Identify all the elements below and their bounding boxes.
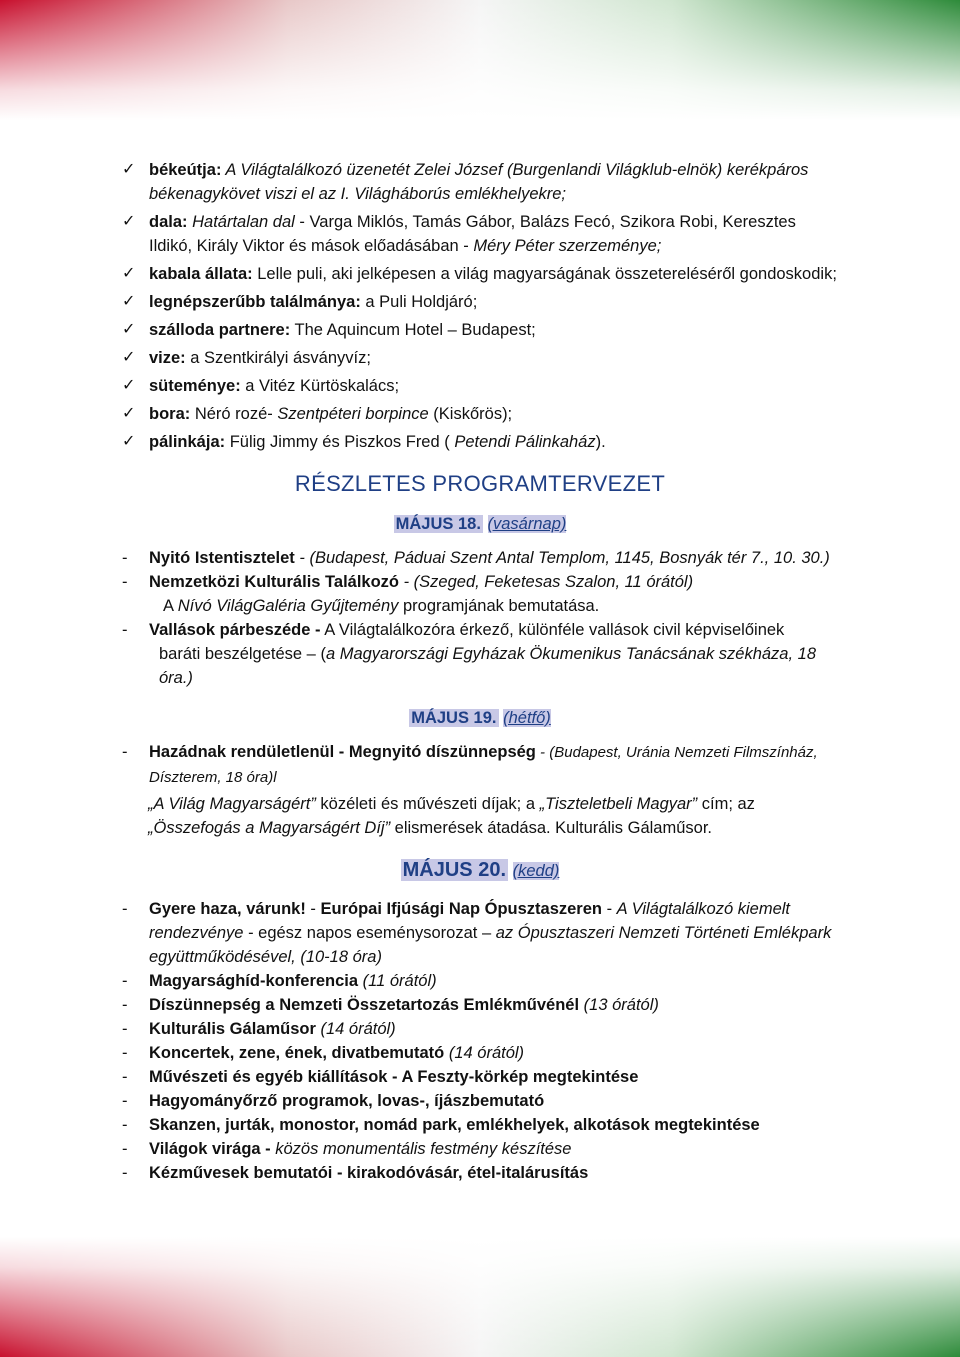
- page-title: RÉSZLETES PROGRAMTERVEZET: [294, 471, 666, 496]
- decorative-bottom-frame: [0, 1237, 960, 1357]
- decorative-top-frame: [0, 0, 960, 120]
- check-item-kabala: ✓ kabala állata: Lelle puli, aki jelképesen a világ magyarságának összetereléséről gondoskodik;: [120, 262, 840, 286]
- program-item: - Kulturális Gálaműsor (14 órától): [122, 1020, 396, 1038]
- day-weekday: (hétfő): [503, 709, 551, 727]
- check-item-bekeutja: ✓ békeútja: A Világtalálkozó üzenetét Zelei József (Burgenlandi Világklub-elnök) kerékpáros békenagykövet viszi el az I. Világháborús emlékhelyekre;: [120, 158, 840, 206]
- document-body: [120, 158, 840, 1185]
- program-item: - Művészeti és egyéb kiállítások - A Feszty-körkép megtekintése: [122, 1068, 639, 1086]
- program-item: - Világok virága - közös monumentális festmény készítése: [122, 1140, 572, 1158]
- program-item: - Koncertek, zene, ének, divatbemutató (14 órától): [122, 1044, 525, 1062]
- checkmark-icon: ✓: [122, 321, 136, 338]
- checkmark-icon: ✓: [122, 377, 136, 394]
- check-item-palinka: ✓ pálinkája: Fülig Jimmy és Piszkos Fred ( Petendi Pálinkaház).: [120, 430, 840, 454]
- day-heading-may20: [120, 858, 840, 883]
- program-item: - Díszünnepség a Nemzeti Összetartozás Emlékművénél (13 órától): [122, 996, 659, 1014]
- program-item: - Vallások párbeszéde - A Világtalálkozóra érkező, különféle vallások civil képviselőinek: [122, 621, 785, 639]
- day-date: MÁJUS 19.: [411, 709, 497, 727]
- check-item-bora: ✓ bora: Néró rozé- Szentpéteri borpince (Kiskőrös);: [120, 402, 840, 426]
- program-item: - Skanzen, jurták, monostor, nomád park, emlékhelyek, alkotások megtekintése: [122, 1116, 760, 1134]
- checkmark-icon: ✓: [122, 265, 136, 282]
- checkmark-icon: ✓: [122, 405, 136, 422]
- day-weekday: (kedd): [512, 862, 560, 880]
- program-item: - Kézművesek bemutatói - kirakodóvásár, étel-italárusítás: [122, 1164, 589, 1182]
- check-item-szalloda: ✓ szálloda partnere: The Aquincum Hotel – Budapest;: [120, 318, 840, 342]
- day-heading-may18: [120, 512, 840, 536]
- checkmark-icon: ✓: [122, 293, 136, 310]
- program-item: - Nemzetközi Kulturális Találkozó - (Szeged, Feketesas Szalon, 11 órától): [122, 573, 694, 591]
- day-date: MÁJUS 18.: [395, 515, 481, 533]
- check-item-dala: ✓ dala: Határtalan dal - Varga Miklós, Tamás Gábor, Balázs Fecó, Szikora Robi, Keresztes Ildikó, Király Viktor és mások előadásában - Méry Péter szerzeménye;: [120, 210, 840, 258]
- program-item-detail: baráti beszélgetése – (a Magyarországi Egyházak Ökumenikus Tanácsának székháza, 18 óra.): [159, 645, 817, 687]
- program-item-detail: „A Világ Magyarságért” közéleti és művészeti díjak; a „Tiszteletbeli Magyar” cím; az: [148, 795, 755, 813]
- program-item: - Nyitó Istentisztelet - (Budapest, Páduai Szent Antal Templom, 1145, Bosnyák tér 7., 10. 30.): [122, 549, 830, 567]
- checkmark-icon: ✓: [122, 349, 136, 366]
- check-item-talalmany: ✓ legnépszerűbb találmánya: a Puli Holdjáró;: [120, 290, 840, 314]
- program-item: - Hazádnak rendületlenül - Megnyitó díszünnepség - (Budapest, Uránia Nemzeti Filmszínház, Díszterem, 18 óra)l: [122, 743, 818, 786]
- program-item: - Magyarsághíd-konferencia (11 órától): [122, 972, 437, 990]
- day-date: MÁJUS 20.: [402, 859, 506, 881]
- checkmark-icon: ✓: [122, 161, 136, 178]
- program-item-detail: A Nívó VilágGaléria Gyűjtemény programjának bemutatása.: [163, 597, 600, 615]
- day-weekday: (vasárnap): [487, 515, 567, 533]
- checkmark-icon: ✓: [122, 433, 136, 450]
- check-item-sutemeny: ✓ süteménye: a Vitéz Kürtöskalács;: [120, 374, 840, 398]
- checkmark-icon: ✓: [122, 213, 136, 230]
- day-heading-may19: [120, 706, 840, 730]
- check-item-vize: ✓ vize: a Szentkirályi ásványvíz;: [120, 346, 840, 370]
- program-item: - Hagyományőrző programok, lovas-, íjászbemutató: [122, 1092, 545, 1110]
- program-item: - Gyere haza, várunk! - Európai Ifjúsági Nap Ópusztaszeren - A Világtalálkozó kiemelt rendezvénye - egész napos eseménysorozat – az Ópusztaszeri Nemzeti Történeti Emlékpark együttműködésével, (10-18 óra): [122, 900, 832, 966]
- program-item-detail: „Összefogás a Magyarságért Díj” elismerések átadása. Kulturális Gálaműsor.: [148, 819, 712, 837]
